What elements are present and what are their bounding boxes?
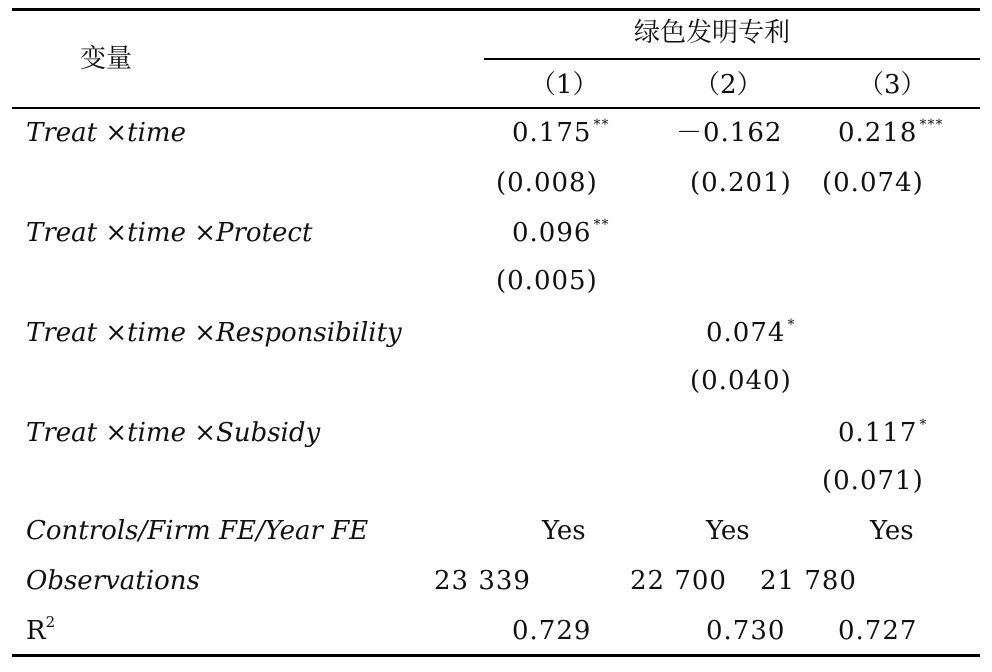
variable-header: 变量	[80, 44, 133, 74]
bottom-rule	[12, 654, 980, 657]
controls-cell: Yes	[542, 516, 586, 546]
coef-cell: 0.175 **	[512, 117, 610, 148]
coef-cell: 0.218 ***	[838, 117, 944, 148]
controls-cell: Yes	[706, 516, 750, 546]
top-rule	[12, 8, 980, 11]
row-label-protect: Treat ×time ×Protect	[26, 218, 313, 248]
column-header-3: （3）	[858, 70, 927, 100]
row-label-observations: Observations	[26, 566, 200, 596]
r2-cell: 0.727	[838, 616, 918, 646]
controls-cell: Yes	[870, 516, 914, 546]
obs-cell: 22 700	[630, 566, 727, 596]
se-cell: (0.005)	[496, 266, 598, 296]
row-label-responsibility: Treat ×time ×Responsibility	[26, 318, 402, 348]
r2-cell: 0.729	[512, 616, 592, 646]
se-cell: (0.201)	[690, 168, 792, 198]
r2-cell: 0.730	[706, 616, 786, 646]
se-cell: (0.008)	[496, 168, 598, 198]
row-label-controls: Controls/Firm FE/Year FE	[26, 516, 369, 546]
row-label-subsidy: Treat ×time ×Subsidy	[26, 418, 321, 448]
coef-cell: －0.162	[676, 118, 783, 148]
group-rule	[484, 58, 980, 60]
header-rule	[12, 107, 980, 109]
obs-cell: 21 780	[760, 566, 857, 596]
coef-cell: 0.117 *	[838, 417, 928, 448]
row-label-r2: $R^2$	[26, 613, 56, 646]
column-header-2: （2）	[694, 70, 763, 100]
row-label-treat-time: Treat ×time	[26, 118, 186, 148]
se-cell: (0.071)	[822, 466, 924, 496]
group-header: 绿色发明专利	[634, 18, 791, 48]
se-cell: (0.074)	[822, 168, 924, 198]
coef-cell: 0.074 *	[706, 317, 796, 348]
column-header-1: （1）	[530, 70, 599, 100]
se-cell: (0.040)	[690, 366, 792, 396]
obs-cell: 23 339	[434, 566, 531, 596]
coef-cell: 0.096 **	[512, 217, 610, 248]
